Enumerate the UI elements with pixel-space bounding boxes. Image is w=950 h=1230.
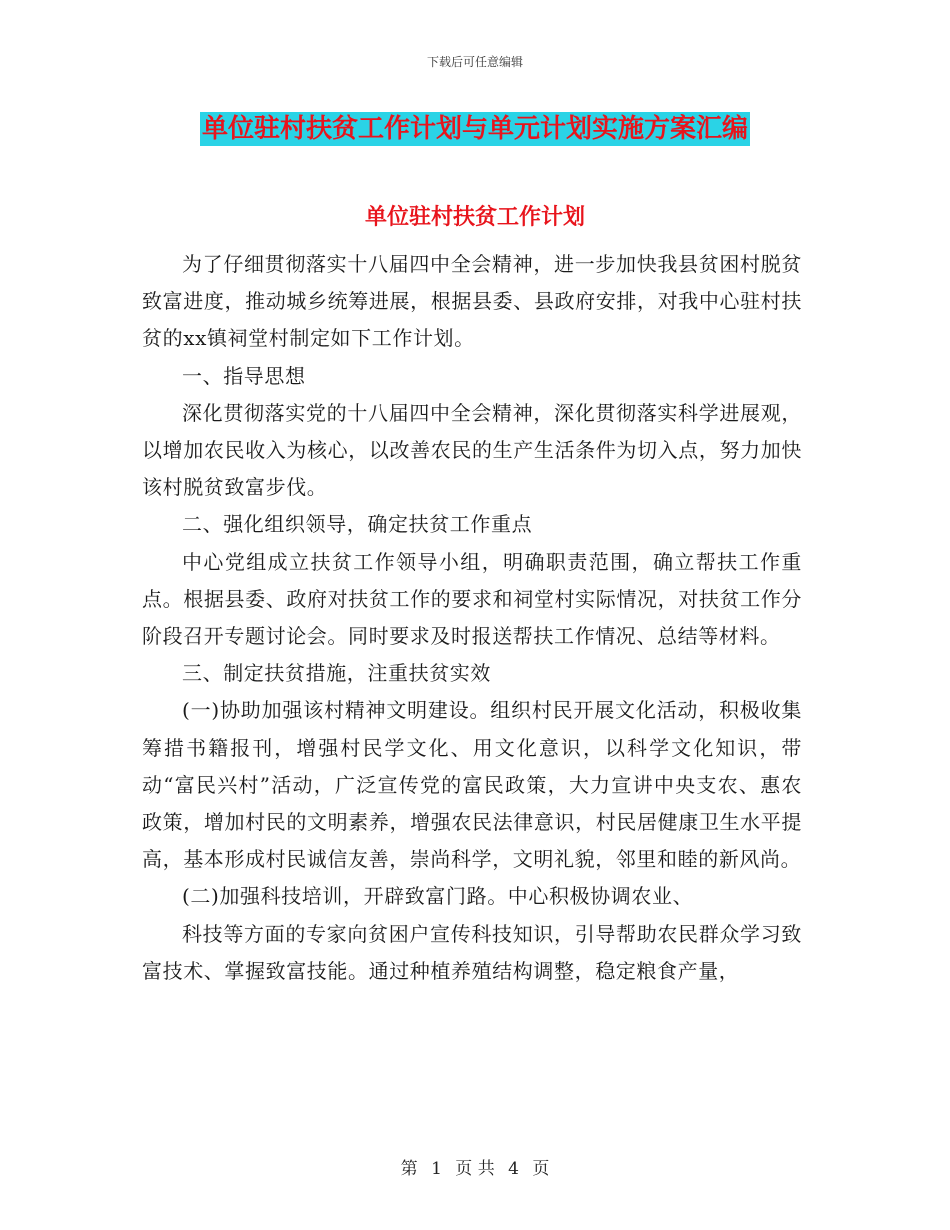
paragraph: 中心党组成立扶贫工作领导小组，明确职责范围，确立帮扶工作重点。根据县委、政府对扶贫工作的要求和祠堂村实际情况，对扶贫工作分阶段召开专题讨论会。同时要求及时报送帮扶工作情况、总结等材料。 <box>142 549 802 649</box>
footer-suffix: 页 <box>532 1159 550 1179</box>
paragraph: 科技等方面的专家向贫困户宣传科技知识，引导帮助农民群众学习致富技术、掌握致富技能。通过种植养殖结构调整，稳定粮食产量， <box>142 921 802 983</box>
page-footer <box>0 1154 950 1179</box>
section-heading: 二、强化组织领导，确定扶贫工作重点 <box>182 512 533 537</box>
section-title: 单位驻村扶贫工作计划 <box>364 204 585 230</box>
paragraph: (一)协助加强该村精神文明建设。组织村民开展文化活动，积极收集筹措书籍报刊，增强村民学文化、用文化意识，以科学文化知识，带动“富民兴村”活动，广泛宣传党的富民政策，大力宣讲中央支农、惠农政策，增加村民的文明素养，增强农民法律意识，村民居健康卫生水平提高，基本形成村民诚信友善，崇尚科学，文明礼貌，邻里和睦的新风尚。 <box>142 698 802 872</box>
paragraph: (二)加强科技培训，开辟致富门路。中心积极协调农业、 <box>182 884 694 909</box>
section-heading: 三、制定扶贫措施，注重扶贫实效 <box>182 661 491 686</box>
paragraph: 深化贯彻落实党的十八届四中全会精神，深化贯彻落实科学进展观，以增加农民收入为核心，以改善农民的生产生活条件为切入点，努力加快该村脱贫致富步伐。 <box>142 400 802 500</box>
main-title: 单位驻村扶贫工作计划与单元计划实施方案汇编 <box>201 114 748 144</box>
section-heading: 一、指导思想 <box>182 363 306 388</box>
header-note: 下载后可任意编辑 <box>426 55 523 69</box>
main-title-container <box>0 112 950 146</box>
total-pages: 4 <box>508 1159 519 1179</box>
paragraph: 为了仔细贯彻落实十八届四中全会精神，进一步加快我县贫困村脱贫致富进度，推动城乡统筹进展，根据县委、县政府安排，对我中心驻村扶贫的xx镇祠堂村制定如下工作计划。 <box>142 252 802 351</box>
footer-middle: 页 共 <box>455 1159 495 1179</box>
page-number: 1 <box>431 1159 442 1179</box>
document-body <box>142 246 802 990</box>
footer-prefix: 第 <box>400 1159 418 1179</box>
